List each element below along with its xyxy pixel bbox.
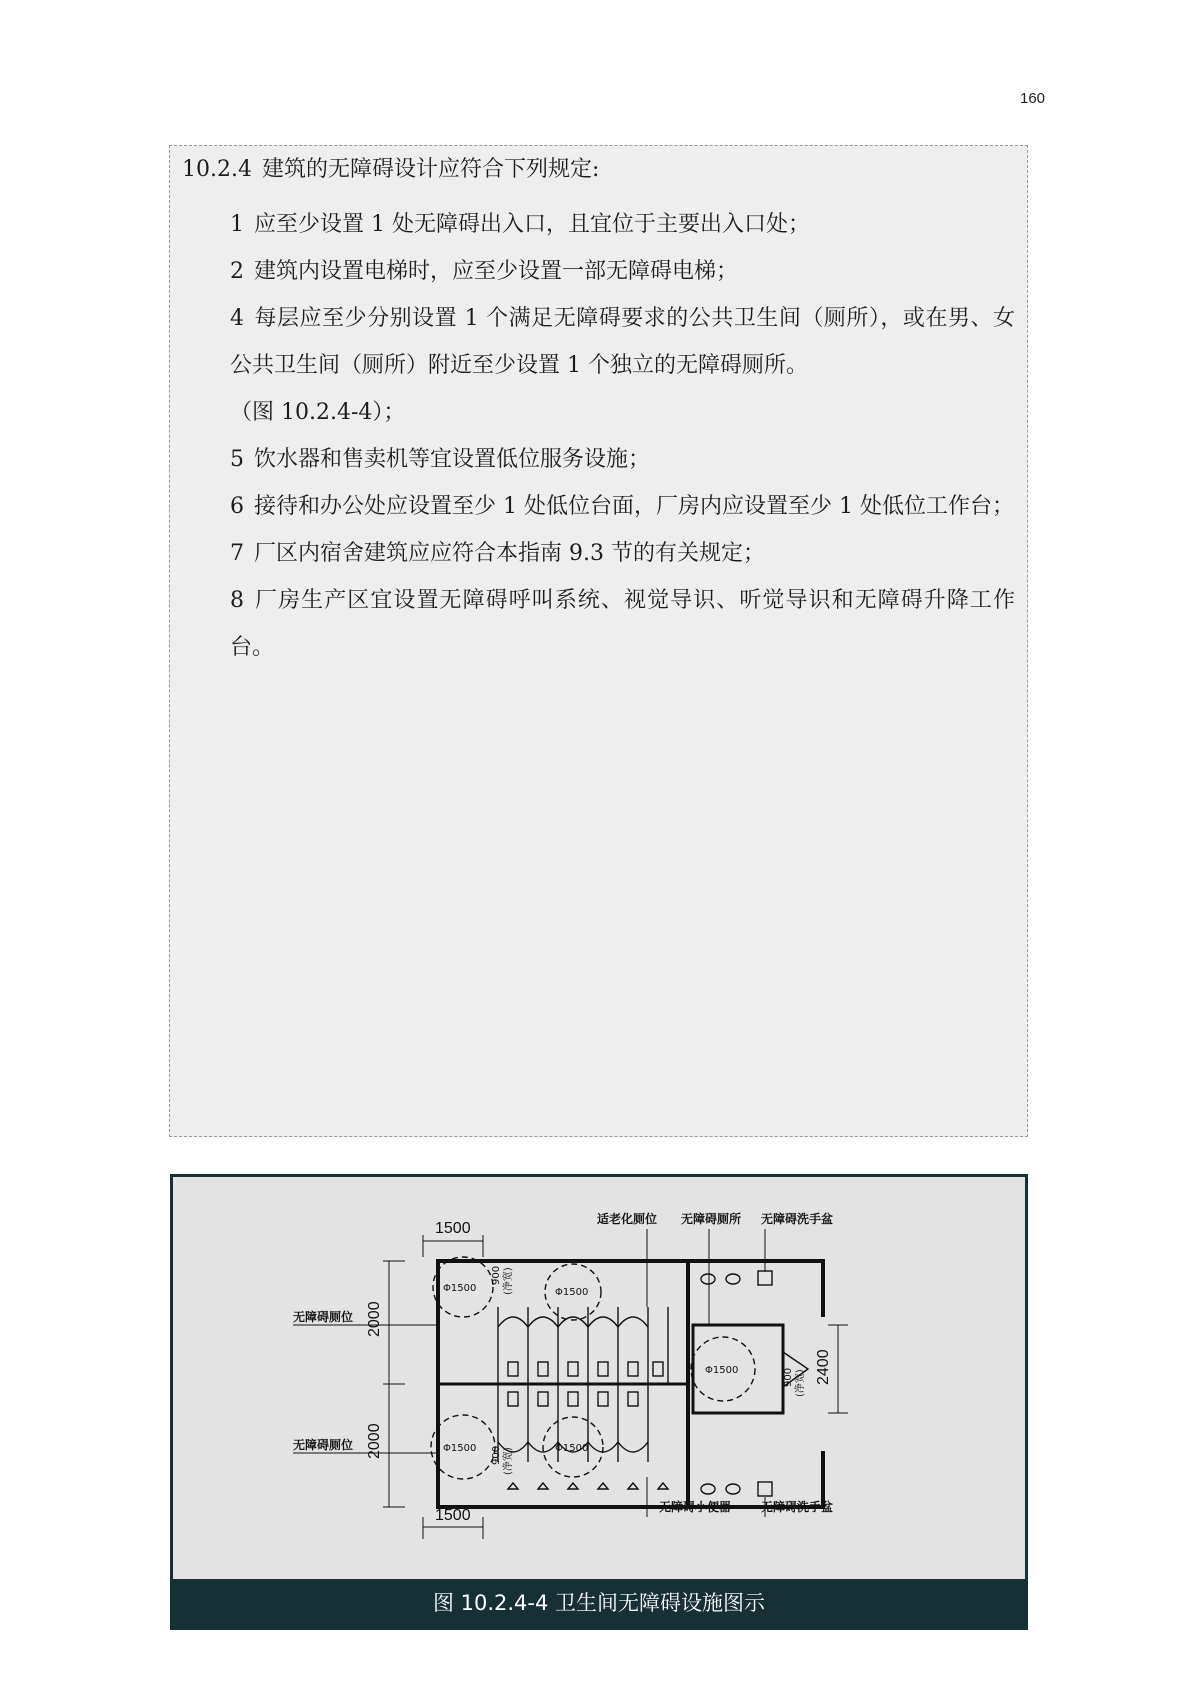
lower-stalls — [498, 1384, 668, 1489]
regulation-box — [169, 145, 1028, 1137]
turn-circle-3: Φ1500 — [705, 1365, 739, 1376]
figure-reference: （图 10.2.4-4）； — [230, 400, 406, 425]
net-width-1: (净宽) — [503, 1267, 514, 1295]
dim-width-top: 1500 — [435, 1220, 471, 1237]
list-item — [230, 389, 1015, 436]
item-text: 接待和办公处应设置至少 1 处低位台面，厂房内应设置至少 1 处低位工作台； — [254, 494, 1014, 519]
list-item — [230, 201, 1015, 248]
item-number: 4 — [230, 306, 244, 331]
label-stall-upper: 无障碍厕位 — [293, 1310, 354, 1324]
label-accessible-toilet: 无障碍厕所 — [681, 1212, 742, 1226]
list-item — [230, 530, 1015, 577]
label-stall-lower: 无障碍厕位 — [293, 1438, 354, 1452]
list-item — [230, 295, 1015, 389]
dim-height-upper: 2000 — [366, 1301, 383, 1337]
item-text: 厂房生产区宜设置无障碍呼叫系统、视觉导识、听觉导识和无障碍升降工作台。 — [230, 588, 1015, 660]
section-number: 10.2.4 — [182, 157, 252, 182]
annex-wall-top — [688, 1261, 823, 1317]
dim-width-bottom: 1500 — [435, 1507, 471, 1524]
item-text: 厂区内宿舍建筑应应符合本指南 9.3 节的有关规定； — [254, 541, 765, 566]
section-heading — [182, 156, 599, 184]
item-number: 7 — [230, 541, 244, 566]
dim-door-3: 900 — [783, 1367, 794, 1387]
list-item — [230, 483, 1015, 530]
section-title: 建筑的无障碍设计应符合下列规定: — [261, 157, 600, 182]
turn-circle-5: Φ1500 — [555, 1443, 589, 1454]
turn-circle-1: Φ1500 — [443, 1283, 477, 1294]
dim-door-2: 900 — [491, 1445, 502, 1465]
turn-circle-4: Φ1500 — [443, 1443, 477, 1454]
item-number: 5 — [230, 447, 244, 472]
item-text: 每层应至少分别设置 1 个满足无障碍要求的公共卫生间（厕所），或在男、女公共卫生间（厕所）附近至少设置 1 个独立的无障碍厕所。 — [230, 306, 1015, 378]
restroom-floor-plan — [173, 1177, 1025, 1579]
list-item — [230, 436, 1015, 483]
item-number: 1 — [230, 212, 244, 237]
list-item — [230, 577, 1015, 671]
regulation-list — [230, 201, 1015, 671]
label-basin-bottom: 无障碍洗手盆 — [761, 1500, 834, 1514]
dim-door-1: 900 — [491, 1265, 502, 1285]
net-width-3: (净宽) — [795, 1369, 806, 1397]
dim-room-depth: 2400 — [815, 1349, 832, 1385]
label-urinal: 无障碍小便器 — [659, 1500, 732, 1514]
item-number: 8 — [230, 588, 244, 613]
list-item — [230, 248, 1015, 295]
restroom-figure — [170, 1174, 1028, 1630]
label-elderly-stall: 适老化厕位 — [597, 1212, 658, 1226]
item-text: 应至少设置 1 处无障碍出入口，且宜位于主要出入口处； — [254, 212, 810, 237]
page-number: 160 — [1020, 90, 1046, 107]
label-basin-top: 无障碍洗手盆 — [761, 1212, 834, 1226]
dim-height-lower: 2000 — [366, 1423, 383, 1459]
net-width-2: (净宽) — [503, 1447, 514, 1475]
item-text: 建筑内设置电梯时，应至少设置一部无障碍电梯； — [254, 259, 739, 284]
annex-wall-bottom — [688, 1451, 823, 1507]
turn-circle-2: Φ1500 — [555, 1287, 589, 1298]
figure-caption: 图 10.2.4-4 卫生间无障碍设施图示 — [173, 1579, 1025, 1627]
basins — [701, 1271, 772, 1496]
item-number: 6 — [230, 494, 244, 519]
item-number: 2 — [230, 259, 244, 284]
item-text: 饮水器和售卖机等宜设置低位服务设施； — [254, 447, 651, 472]
